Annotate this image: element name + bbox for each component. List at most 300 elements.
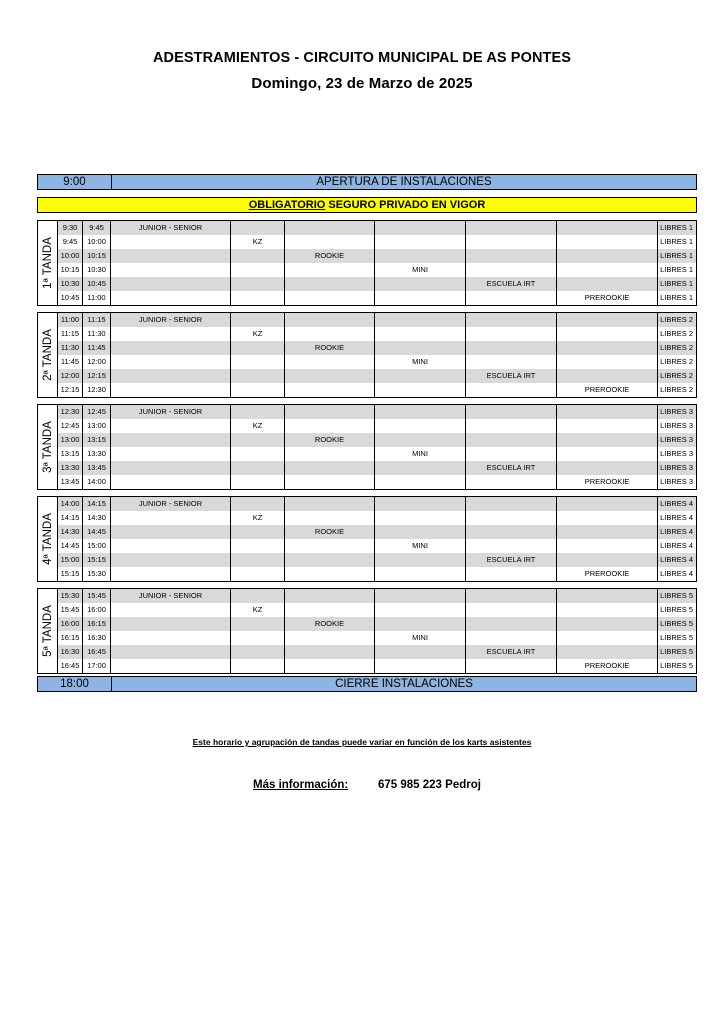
libres-cell: LIBRES 5 [660, 605, 693, 614]
start-time: 13:45 [58, 475, 83, 489]
empty-cell [111, 249, 231, 263]
end-time: 15:00 [83, 539, 111, 553]
category-cell: ROOKIE [285, 249, 375, 263]
empty-cell [557, 369, 658, 383]
empty-cell [557, 341, 658, 355]
empty-cell [375, 277, 466, 291]
schedule-row [58, 645, 696, 659]
empty-cell [375, 603, 466, 617]
start-time: 14:00 [58, 497, 83, 511]
tanda-label-cell [38, 497, 58, 581]
empty-cell [375, 461, 466, 475]
empty-cell [466, 659, 557, 673]
empty-cell [557, 447, 658, 461]
empty-cell [375, 553, 466, 567]
category-cell: PREROOKIE [557, 383, 658, 397]
libres-cell: LIBRES 2 [660, 357, 693, 366]
category-cell: ESCUELA IRT [466, 277, 557, 291]
category-cell: JUNIOR - SENIOR [111, 405, 231, 419]
end-time: 12:15 [83, 369, 111, 383]
empty-cell [375, 369, 466, 383]
start-time: 11:00 [58, 313, 83, 327]
empty-cell [231, 631, 285, 645]
end-time: 14:45 [83, 525, 111, 539]
empty-cell [285, 327, 375, 341]
empty-cell [231, 383, 285, 397]
category-cell: PREROOKIE [557, 475, 658, 489]
libres-cell: LIBRES 5 [660, 619, 693, 628]
empty-cell [466, 511, 557, 525]
empty-cell [557, 327, 658, 341]
empty-cell [375, 497, 466, 511]
libres-cell: LIBRES 3 [660, 435, 693, 444]
schedule-row [58, 447, 696, 461]
category-cell: JUNIOR - SENIOR [111, 221, 231, 235]
empty-cell [375, 383, 466, 397]
empty-cell [466, 249, 557, 263]
empty-cell [466, 525, 557, 539]
tanda-label: 1ª TANDA [41, 237, 54, 289]
empty-cell [375, 525, 466, 539]
empty-cell [466, 497, 557, 511]
libres-cell: LIBRES 1 [660, 279, 693, 288]
empty-cell [375, 511, 466, 525]
category-cell: PREROOKIE [557, 567, 658, 581]
schedule-row [58, 553, 696, 567]
category-cell: ESCUELA IRT [466, 369, 557, 383]
empty-cell [231, 313, 285, 327]
empty-cell [285, 461, 375, 475]
empty-cell [285, 475, 375, 489]
empty-cell [285, 263, 375, 277]
start-time: 9:45 [58, 235, 83, 249]
start-time: 16:30 [58, 645, 83, 659]
schedule-row [58, 235, 696, 249]
libres-cell: LIBRES 2 [660, 371, 693, 380]
empty-cell [285, 447, 375, 461]
closing-bar [37, 676, 697, 692]
end-time: 15:15 [83, 553, 111, 567]
empty-cell [285, 405, 375, 419]
end-time: 16:00 [83, 603, 111, 617]
empty-cell [231, 263, 285, 277]
empty-cell [466, 603, 557, 617]
empty-cell [285, 511, 375, 525]
end-time: 15:45 [83, 589, 111, 603]
category-cell: ESCUELA IRT [466, 461, 557, 475]
libres-cell: LIBRES 2 [660, 329, 693, 338]
opening-label: APERTURA DE INSTALACIONES [316, 176, 492, 188]
empty-cell [111, 419, 231, 433]
end-time: 13:00 [83, 419, 111, 433]
libres-cell: LIBRES 4 [660, 499, 693, 508]
tanda-block-3 [37, 404, 697, 490]
empty-cell [375, 645, 466, 659]
opening-time: 9:00 [38, 175, 112, 189]
start-time: 15:15 [58, 567, 83, 581]
empty-cell [111, 617, 231, 631]
tanda-label-cell [38, 405, 58, 489]
start-time: 12:00 [58, 369, 83, 383]
end-time: 13:15 [83, 433, 111, 447]
libres-cell: LIBRES 3 [660, 463, 693, 472]
schedule-row [58, 433, 696, 447]
schedule-row [58, 249, 696, 263]
empty-cell [466, 355, 557, 369]
start-time: 10:45 [58, 291, 83, 305]
start-time: 12:15 [58, 383, 83, 397]
end-time: 12:45 [83, 405, 111, 419]
empty-cell [466, 327, 557, 341]
libres-cell: LIBRES 1 [660, 223, 693, 232]
category-cell: JUNIOR - SENIOR [111, 589, 231, 603]
category-cell: KZ [231, 419, 285, 433]
tanda-label-cell [38, 221, 58, 305]
schedule-row [58, 659, 696, 673]
start-time: 13:15 [58, 447, 83, 461]
empty-cell [111, 433, 231, 447]
empty-cell [231, 617, 285, 631]
category-cell: KZ [231, 603, 285, 617]
end-time: 14:00 [83, 475, 111, 489]
category-cell: MINI [375, 355, 466, 369]
category-cell: PREROOKIE [557, 291, 658, 305]
empty-cell [375, 659, 466, 673]
empty-cell [231, 539, 285, 553]
empty-cell [285, 589, 375, 603]
empty-cell [466, 405, 557, 419]
empty-cell [375, 235, 466, 249]
tanda-block-2 [37, 312, 697, 398]
libres-cell: LIBRES 5 [660, 661, 693, 670]
end-time: 9:45 [83, 221, 111, 235]
empty-cell [231, 497, 285, 511]
empty-cell [231, 221, 285, 235]
end-time: 12:30 [83, 383, 111, 397]
empty-cell [557, 235, 658, 249]
empty-cell [375, 341, 466, 355]
empty-cell [557, 617, 658, 631]
empty-cell [231, 341, 285, 355]
libres-cell: LIBRES 3 [660, 421, 693, 430]
schedule-row [58, 539, 696, 553]
category-cell: JUNIOR - SENIOR [111, 497, 231, 511]
empty-cell [557, 511, 658, 525]
end-time: 14:30 [83, 511, 111, 525]
schedule-row [58, 525, 696, 539]
empty-cell [375, 589, 466, 603]
schedule-row [58, 341, 696, 355]
empty-cell [285, 291, 375, 305]
start-time: 11:30 [58, 341, 83, 355]
start-time: 12:45 [58, 419, 83, 433]
schedule-row [58, 511, 696, 525]
empty-cell [285, 497, 375, 511]
libres-cell: LIBRES 1 [660, 251, 693, 260]
schedule-row [58, 419, 696, 433]
empty-cell [466, 589, 557, 603]
libres-cell: LIBRES 4 [660, 527, 693, 536]
schedule-row [58, 567, 696, 581]
empty-cell [231, 525, 285, 539]
empty-cell [285, 313, 375, 327]
schedule-row [58, 461, 696, 475]
more-info-contact: 675 985 223 Pedroj [378, 779, 481, 791]
empty-cell [557, 497, 658, 511]
empty-cell [111, 235, 231, 249]
tanda-label-cell [38, 589, 58, 673]
tanda-block-1 [37, 220, 697, 306]
category-cell: KZ [231, 511, 285, 525]
empty-cell [111, 525, 231, 539]
empty-cell [285, 645, 375, 659]
notice-mandatory: OBLIGATORIO [248, 199, 326, 211]
category-cell: ROOKIE [285, 341, 375, 355]
start-time: 13:00 [58, 433, 83, 447]
tanda-block-4 [37, 496, 697, 582]
empty-cell [111, 645, 231, 659]
start-time: 15:00 [58, 553, 83, 567]
empty-cell [231, 553, 285, 567]
document-date: Domingo, 23 de Marzo de 2025 [251, 75, 473, 92]
empty-cell [285, 235, 375, 249]
start-time: 11:45 [58, 355, 83, 369]
start-time: 12:30 [58, 405, 83, 419]
end-time: 10:45 [83, 277, 111, 291]
empty-cell [111, 659, 231, 673]
tanda-label: 2ª TANDA [41, 329, 54, 381]
category-cell: ESCUELA IRT [466, 645, 557, 659]
empty-cell [111, 369, 231, 383]
empty-cell [231, 461, 285, 475]
end-time: 13:30 [83, 447, 111, 461]
notice-text: SEGURO PRIVADO EN VIGOR [325, 199, 486, 211]
start-time: 16:45 [58, 659, 83, 673]
empty-cell [231, 567, 285, 581]
empty-cell [466, 433, 557, 447]
empty-cell [231, 475, 285, 489]
empty-cell [231, 645, 285, 659]
start-time: 15:30 [58, 589, 83, 603]
empty-cell [231, 291, 285, 305]
empty-cell [111, 277, 231, 291]
libres-cell: LIBRES 3 [660, 477, 693, 486]
libres-cell: LIBRES 2 [660, 343, 693, 352]
tanda-block-5 [37, 588, 697, 674]
empty-cell [231, 447, 285, 461]
schedule-row [58, 277, 696, 291]
empty-cell [375, 313, 466, 327]
empty-cell [285, 419, 375, 433]
empty-cell [557, 645, 658, 659]
empty-cell [231, 405, 285, 419]
empty-cell [557, 603, 658, 617]
schedule-row [58, 221, 696, 235]
empty-cell [111, 511, 231, 525]
schedule-row [58, 291, 696, 305]
empty-cell [557, 405, 658, 419]
empty-cell [231, 249, 285, 263]
empty-cell [375, 291, 466, 305]
empty-cell [466, 235, 557, 249]
empty-cell [111, 603, 231, 617]
empty-cell [466, 263, 557, 277]
start-time: 10:30 [58, 277, 83, 291]
empty-cell [231, 369, 285, 383]
empty-cell [111, 461, 231, 475]
schedule-row [58, 313, 696, 327]
start-time: 14:45 [58, 539, 83, 553]
empty-cell [285, 369, 375, 383]
libres-cell: LIBRES 4 [660, 541, 693, 550]
more-info-label: Más información: [253, 779, 349, 791]
category-cell: ROOKIE [285, 617, 375, 631]
end-time: 11:45 [83, 341, 111, 355]
empty-cell [557, 221, 658, 235]
category-cell: KZ [231, 327, 285, 341]
end-time: 15:30 [83, 567, 111, 581]
empty-cell [285, 603, 375, 617]
start-time: 10:00 [58, 249, 83, 263]
end-time: 14:15 [83, 497, 111, 511]
tanda-label: 5ª TANDA [41, 605, 54, 657]
schedule-row [58, 263, 696, 277]
schedule-row [58, 383, 696, 397]
empty-cell [466, 631, 557, 645]
schedule-row [58, 617, 696, 631]
empty-cell [466, 567, 557, 581]
empty-cell [557, 461, 658, 475]
empty-cell [557, 525, 658, 539]
empty-cell [285, 567, 375, 581]
libres-cell: LIBRES 3 [660, 449, 693, 458]
end-time: 10:15 [83, 249, 111, 263]
start-time: 14:15 [58, 511, 83, 525]
libres-cell: LIBRES 1 [660, 293, 693, 302]
empty-cell [285, 553, 375, 567]
empty-cell [375, 567, 466, 581]
empty-cell [231, 355, 285, 369]
end-time: 11:00 [83, 291, 111, 305]
schedule-row [58, 497, 696, 511]
libres-cell: LIBRES 4 [660, 513, 693, 522]
start-time: 15:45 [58, 603, 83, 617]
empty-cell [111, 631, 231, 645]
category-cell: ROOKIE [285, 433, 375, 447]
end-time: 16:30 [83, 631, 111, 645]
category-cell: MINI [375, 447, 466, 461]
schedule-row [58, 631, 696, 645]
empty-cell [111, 355, 231, 369]
libres-cell: LIBRES 5 [660, 647, 693, 656]
empty-cell [466, 383, 557, 397]
empty-cell [285, 355, 375, 369]
category-cell: ROOKIE [285, 525, 375, 539]
empty-cell [557, 589, 658, 603]
document-title: ADESTRAMIENTOS - CIRCUITO MUNICIPAL DE AS PONTES [152, 50, 572, 66]
empty-cell [557, 313, 658, 327]
opening-bar [37, 174, 697, 190]
empty-cell [466, 419, 557, 433]
libres-cell: LIBRES 1 [660, 265, 693, 274]
end-time: 16:45 [83, 645, 111, 659]
libres-cell: LIBRES 4 [660, 569, 693, 578]
tanda-label-cell [38, 313, 58, 397]
more-info [253, 779, 481, 791]
empty-cell [557, 249, 658, 263]
category-cell: MINI [375, 539, 466, 553]
empty-cell [285, 277, 375, 291]
empty-cell [375, 249, 466, 263]
libres-cell: LIBRES 5 [660, 633, 693, 642]
empty-cell [466, 539, 557, 553]
empty-cell [466, 475, 557, 489]
libres-cell: LIBRES 3 [660, 407, 693, 416]
empty-cell [557, 553, 658, 567]
empty-cell [466, 221, 557, 235]
empty-cell [375, 475, 466, 489]
empty-cell [231, 277, 285, 291]
end-time: 11:30 [83, 327, 111, 341]
category-cell: MINI [375, 631, 466, 645]
schedule-row [58, 369, 696, 383]
libres-cell: LIBRES 5 [660, 591, 693, 600]
tanda-label: 4ª TANDA [41, 513, 54, 565]
empty-cell [557, 539, 658, 553]
empty-cell [285, 383, 375, 397]
end-time: 13:45 [83, 461, 111, 475]
category-cell: PREROOKIE [557, 659, 658, 673]
schedule-row [58, 327, 696, 341]
libres-cell: LIBRES 4 [660, 555, 693, 564]
empty-cell [557, 263, 658, 277]
empty-cell [375, 221, 466, 235]
start-time: 14:30 [58, 525, 83, 539]
empty-cell [231, 433, 285, 447]
category-cell: KZ [231, 235, 285, 249]
closing-time: 18:00 [38, 677, 112, 691]
closing-label: CIERRE INSTALACIONES [335, 678, 473, 690]
empty-cell [557, 433, 658, 447]
libres-cell: LIBRES 2 [660, 385, 693, 394]
empty-cell [466, 313, 557, 327]
empty-cell [111, 383, 231, 397]
empty-cell [557, 355, 658, 369]
start-time: 10:15 [58, 263, 83, 277]
end-time: 17:00 [83, 659, 111, 673]
empty-cell [375, 405, 466, 419]
empty-cell [466, 447, 557, 461]
category-cell: MINI [375, 263, 466, 277]
libres-cell: LIBRES 1 [660, 237, 693, 246]
empty-cell [375, 327, 466, 341]
empty-cell [466, 617, 557, 631]
schedule-row [58, 475, 696, 489]
empty-cell [557, 631, 658, 645]
schedule-footnote: Este horario y agrupación de tandas puede variar en función de los karts asistentes [192, 737, 532, 747]
schedule-row [58, 603, 696, 617]
start-time: 16:00 [58, 617, 83, 631]
empty-cell [466, 341, 557, 355]
empty-cell [111, 291, 231, 305]
empty-cell [285, 539, 375, 553]
schedule-row [58, 589, 696, 603]
category-cell: ESCUELA IRT [466, 553, 557, 567]
empty-cell [111, 341, 231, 355]
start-time: 16:15 [58, 631, 83, 645]
empty-cell [375, 617, 466, 631]
libres-cell: LIBRES 2 [660, 315, 693, 324]
